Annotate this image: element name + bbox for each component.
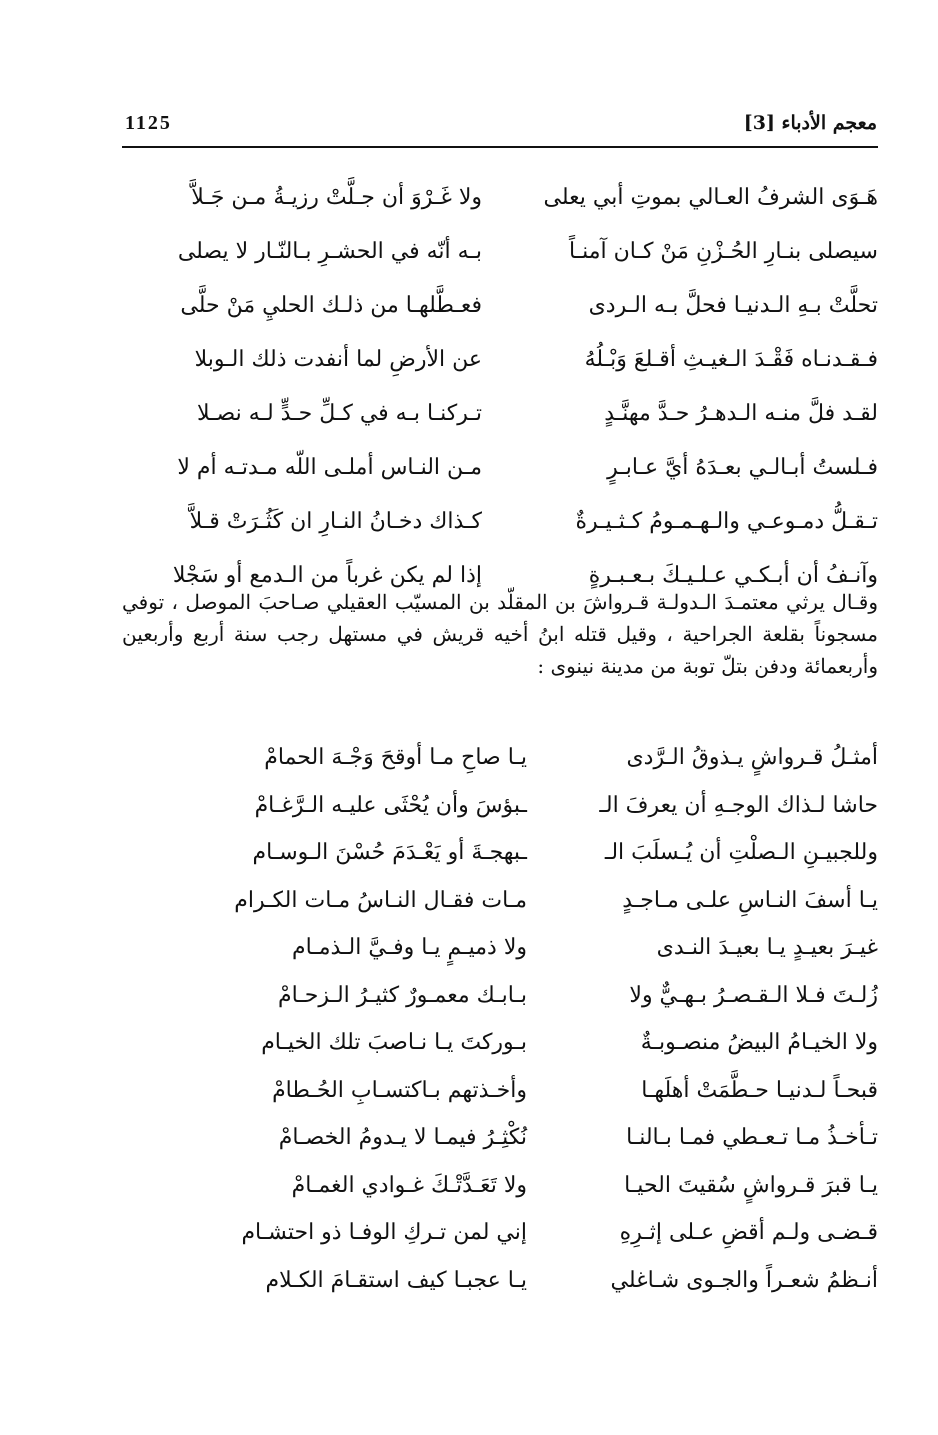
second-hemistich: تـركنـا بـه في كـلِّ حـدٍّ لـه نصـلا [196,401,482,426]
second-hemistich: ولا تَعَـدَّتْـكَ غـوادي الغمـامْ [291,1172,527,1198]
verse-line [122,504,878,558]
verse-line [122,1025,878,1073]
page-header [125,112,877,144]
first-hemistich: لقـد فلَّ منـه الـدهـرُ حـدَّ مهنَّـدٍ [604,401,878,426]
second-hemistich: إني لمن تـركِ الوفـا ذو احتشـام [241,1220,527,1245]
first-hemistich: قـضـى ولـم أقضِ عـلى إثـرِهِ [619,1220,878,1245]
second-hemistich: فعـطَّلهـا من ذلـك الحليِ مَنْ حلَّى [180,293,482,318]
header-rule [122,146,878,148]
first-hemistich: تحلَّتْ بـهِ الـدنيـا فحلَّ بـه الـردى [588,293,878,318]
second-hemistich: مـات فقـال النـاسُ مـات الكـرام [234,887,527,913]
verse-line [122,1073,878,1121]
first-hemistich: يـا أسفَ النـاسِ علـى مـاجـدٍ [622,887,878,913]
first-hemistich: هَـوَى الشرفُ العـالي بموتِ أبي يعلى [543,185,878,210]
verse-line [122,288,878,342]
prose-text: وقـال يرثي معتمـدَ الـدولـة قـرواشَ بن المقلّد بن المسيّب العقيلي صـاحبَ الموصل ، توفي مسجوناً بقلعة الجراحية ، وقيل قتله ابنُ أخيه قريش في مستهل رجب سنة أربع وأربعين وأربعمائة ودفن بتلّ توبة من مدينة نينوى : [122,590,878,678]
second-hemistich: نُكْثِـرُ فيمـا لا يـدومُ الخصـامْ [278,1125,527,1150]
first-hemistich: يـا قبرَ قـرواشٍ سُقيتَ الحيـا [624,1172,878,1198]
elegy-poem-abu-yala [122,180,878,612]
second-hemistich: عن الأرضِ لما أنفدت ذلك الـوبلا [194,347,482,372]
first-hemistich: وللجبيـنِ الـصلْتِ أن يُـسلَبَ الـ [604,840,878,865]
verse-line [122,234,878,288]
second-hemistich: ولا غَـرْوَ أن جـلَّتْ رزيـةُ مـن جَـلاَّ [191,185,482,210]
first-hemistich: غيـرَ بعيـدٍ يـا بعيـدَ النـدى [656,935,878,960]
verse-line [122,883,878,931]
verse-line [122,740,878,788]
first-hemistich: أمثـلُ قـرواشٍ يـذوقُ الـرَّدى [626,745,878,770]
elegy-poem-qirwash [122,740,878,1310]
first-hemistich: تـأخـذُ مـا تـعـطي فمـا بـالنـا [626,1125,878,1150]
first-hemistich: فـلستُ أبـالـي بعـدَهُ أيَّ عـابـرٍ [607,455,878,480]
first-hemistich: ولا الخيـامُ البيضُ منصـوبـةٌ [640,1030,878,1055]
second-hemistich: ـبؤسَ وأن يُحْثَى عليـه الـرَّغـامْ [254,792,527,818]
verse-line [122,1120,878,1168]
second-hemistich: يـا عجبـا كيف استقـامَ الكـلام [265,1267,527,1293]
verse-line [122,1215,878,1263]
second-hemistich: بـابـك معمـورٌ كثيـرُ الـزحـامْ [277,982,527,1008]
second-hemistich: وأخـذتهم بـاكتسـابِ الحُـطامْ [272,1077,527,1103]
second-hemistich: كـذاك دخـانُ النـارِ ان كَثُـرَتْ قـلاَّ [189,509,482,534]
running-title: معجم الأدباء [3] [743,112,877,134]
prose-paragraph [122,586,878,682]
verse-line [122,978,878,1026]
verse-line [122,788,878,836]
second-hemistich: بـه أنّه في الحشـرِ بـالنّـار لا يصلى [177,239,482,264]
second-hemistich: بـوركتَ يـا نـاصبَ تلك الخيـام [261,1030,527,1055]
first-hemistich: أنـظمُ شعـراً والجـوى شـاغلي [610,1267,878,1293]
verse-line [122,180,878,234]
second-hemistich: يـا صاحِ مـا أوقحَ وَجْـهَ الحمامْ [264,745,527,770]
first-hemistich: وآنـفُ أن أبـكـي عـلـيـكَ بـعـبـرةٍ [588,563,878,588]
page-number: 1125 [125,112,172,134]
second-hemistich: ـبهجـةَ أو يَعْـدَمَ حُسْنَ الـوسـام [252,840,527,865]
verse-line [122,450,878,504]
first-hemistich: زُلـتَ فـلا الـقـصـرُ بـهـيٌّ ولا [629,982,878,1008]
verse-line [122,1263,878,1311]
second-hemistich: مـن النـاس أملـى اللّه مـدتـه أم لا [177,455,482,480]
first-hemistich: حاشا لـذاك الوجـهِ أن يعرفَ الـ [599,792,878,818]
first-hemistich: سيصلى بنـارِ الحُـزْنِ مَنْ كـان آمنـاً [568,239,878,264]
first-hemistich: فـقـدنـاه فَقْـدَ الـغيـثِ أقـلعَ وَبْـلُهُ [584,347,878,372]
first-hemistich: قبحـاً لـدنيـا حـطَّمَتْ أهلَهـا [641,1077,878,1103]
verse-line [122,835,878,883]
second-hemistich: إذا لم يكن غرباً من الـدمع أو سَجْلا [172,563,482,588]
first-hemistich: تـقـلُّ دمـوعـي والـهـمـومُ كـثـيـرةٌ [575,509,878,534]
verse-line [122,396,878,450]
verse-line [122,342,878,396]
verse-line [122,930,878,978]
second-hemistich: ولا ذميـمٍ يـا وفـيَّ الـذمـام [291,935,527,960]
verse-line [122,1168,878,1216]
